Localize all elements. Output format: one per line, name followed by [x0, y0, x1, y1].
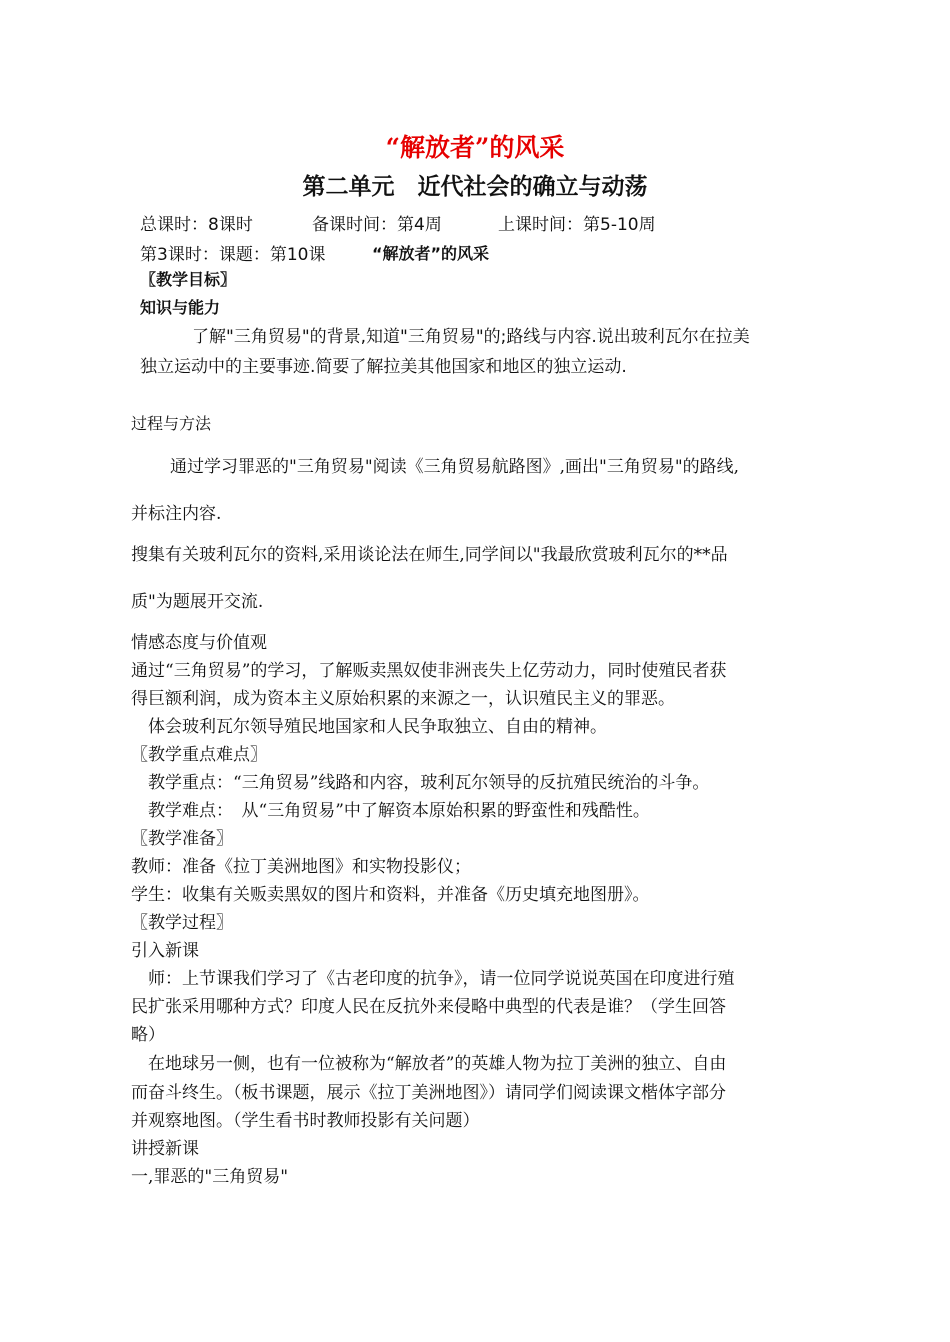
intro-line-1: 师：上节课我们学习了《古老印度的抗争》，请一位同学说说英国在印度进行殖: [148, 969, 735, 989]
process-line-1: 通过学习罪恶的"三角贸易"阅读《三角贸易航路图》,画出"三角贸易"的路线,: [170, 457, 740, 477]
meta-class-time: 上课时间：第5-10周: [498, 215, 656, 235]
process2-heading: 〖教学过程〗: [131, 913, 233, 933]
teach-heading: 讲授新课: [131, 1139, 199, 1159]
meta-prep-time: 备课时间：第4周: [312, 215, 442, 235]
document-title: “解放者”的风采: [385, 133, 565, 162]
process-line-3: 搜集有关玻利瓦尔的资料,采用谈论法在师生,同学间以"我最欣赏玻利瓦尔的**品: [131, 545, 728, 565]
intro-heading: 引入新课: [131, 941, 199, 961]
intro-line-6: 并观察地图。（学生看书时教师投影有关问题）: [131, 1111, 480, 1131]
intro-line-2: 民扩张采用哪种方式？印度人民在反抗外来侵略中典型的代表是谁？（学生回答: [131, 997, 726, 1017]
emotion-line-2: 得巨额利润，成为资本主义原始积累的来源之一，认识殖民主义的罪恶。: [131, 689, 675, 709]
emotion-line-1: 通过“三角贸易”的学习，了解贩卖黑奴使非洲丧失上亿劳动力，同时使殖民者获: [131, 661, 727, 681]
process-heading: 过程与方法: [131, 414, 212, 433]
meta-lesson: 第3课时：课题：第10课: [140, 245, 326, 265]
key-point: 教学重点：“三角贸易”线路和内容，玻利瓦尔领导的反抗殖民统治的斗争。: [148, 773, 710, 793]
prep-heading: 〖教学准备〗: [131, 829, 233, 849]
intro-line-5: 而奋斗终生。（板书课题，展示《拉丁美洲地图》）请同学们阅读课文楷体字部分: [131, 1083, 726, 1103]
key-heading: 〖教学重点难点〗: [131, 745, 267, 765]
meta-total-hours: 总课时：8课时: [140, 215, 253, 235]
intro-line-4: 在地球另一侧，也有一位被称为“解放者”的英雄人物为拉丁美洲的独立、自由: [148, 1054, 727, 1074]
knowledge-line-1: 了解"三角贸易"的背景,知道"三角贸易"的;路线与内容.说出玻利瓦尔在拉美: [192, 327, 750, 347]
student-prep: 学生：收集有关贩卖黑奴的图片和资料，并准备《历史填充地图册》。: [131, 885, 650, 905]
intro-line-3: 略）: [131, 1025, 165, 1045]
unit-title: 第二单元 近代社会的确立与动荡: [302, 173, 648, 200]
knowledge-line-2: 独立运动中的主要事迹.简要了解拉美其他国家和地区的独立运动.: [140, 357, 627, 377]
emotion-heading: 情感态度与价值观: [131, 633, 267, 653]
objectives-heading: 〖教学目标〗: [140, 270, 237, 289]
teacher-prep: 教师：准备《拉丁美洲地图》和实物投影仪；: [131, 857, 471, 877]
difficult-point: 教学难点： 从“三角贸易”中了解资本原始积累的野蛮性和残酷性。: [148, 801, 650, 821]
emotion-line-3: 体会玻利瓦尔领导殖民地国家和人民争取独立、自由的精神。: [148, 717, 607, 737]
meta-lesson-title: “解放者”的风采: [372, 244, 490, 263]
knowledge-heading: 知识与能力: [140, 298, 221, 317]
process-line-2: 并标注内容.: [131, 504, 222, 524]
part1-heading: 一,罪恶的"三角贸易": [131, 1167, 289, 1187]
process-line-4: 质"为题展开交流.: [131, 592, 264, 612]
